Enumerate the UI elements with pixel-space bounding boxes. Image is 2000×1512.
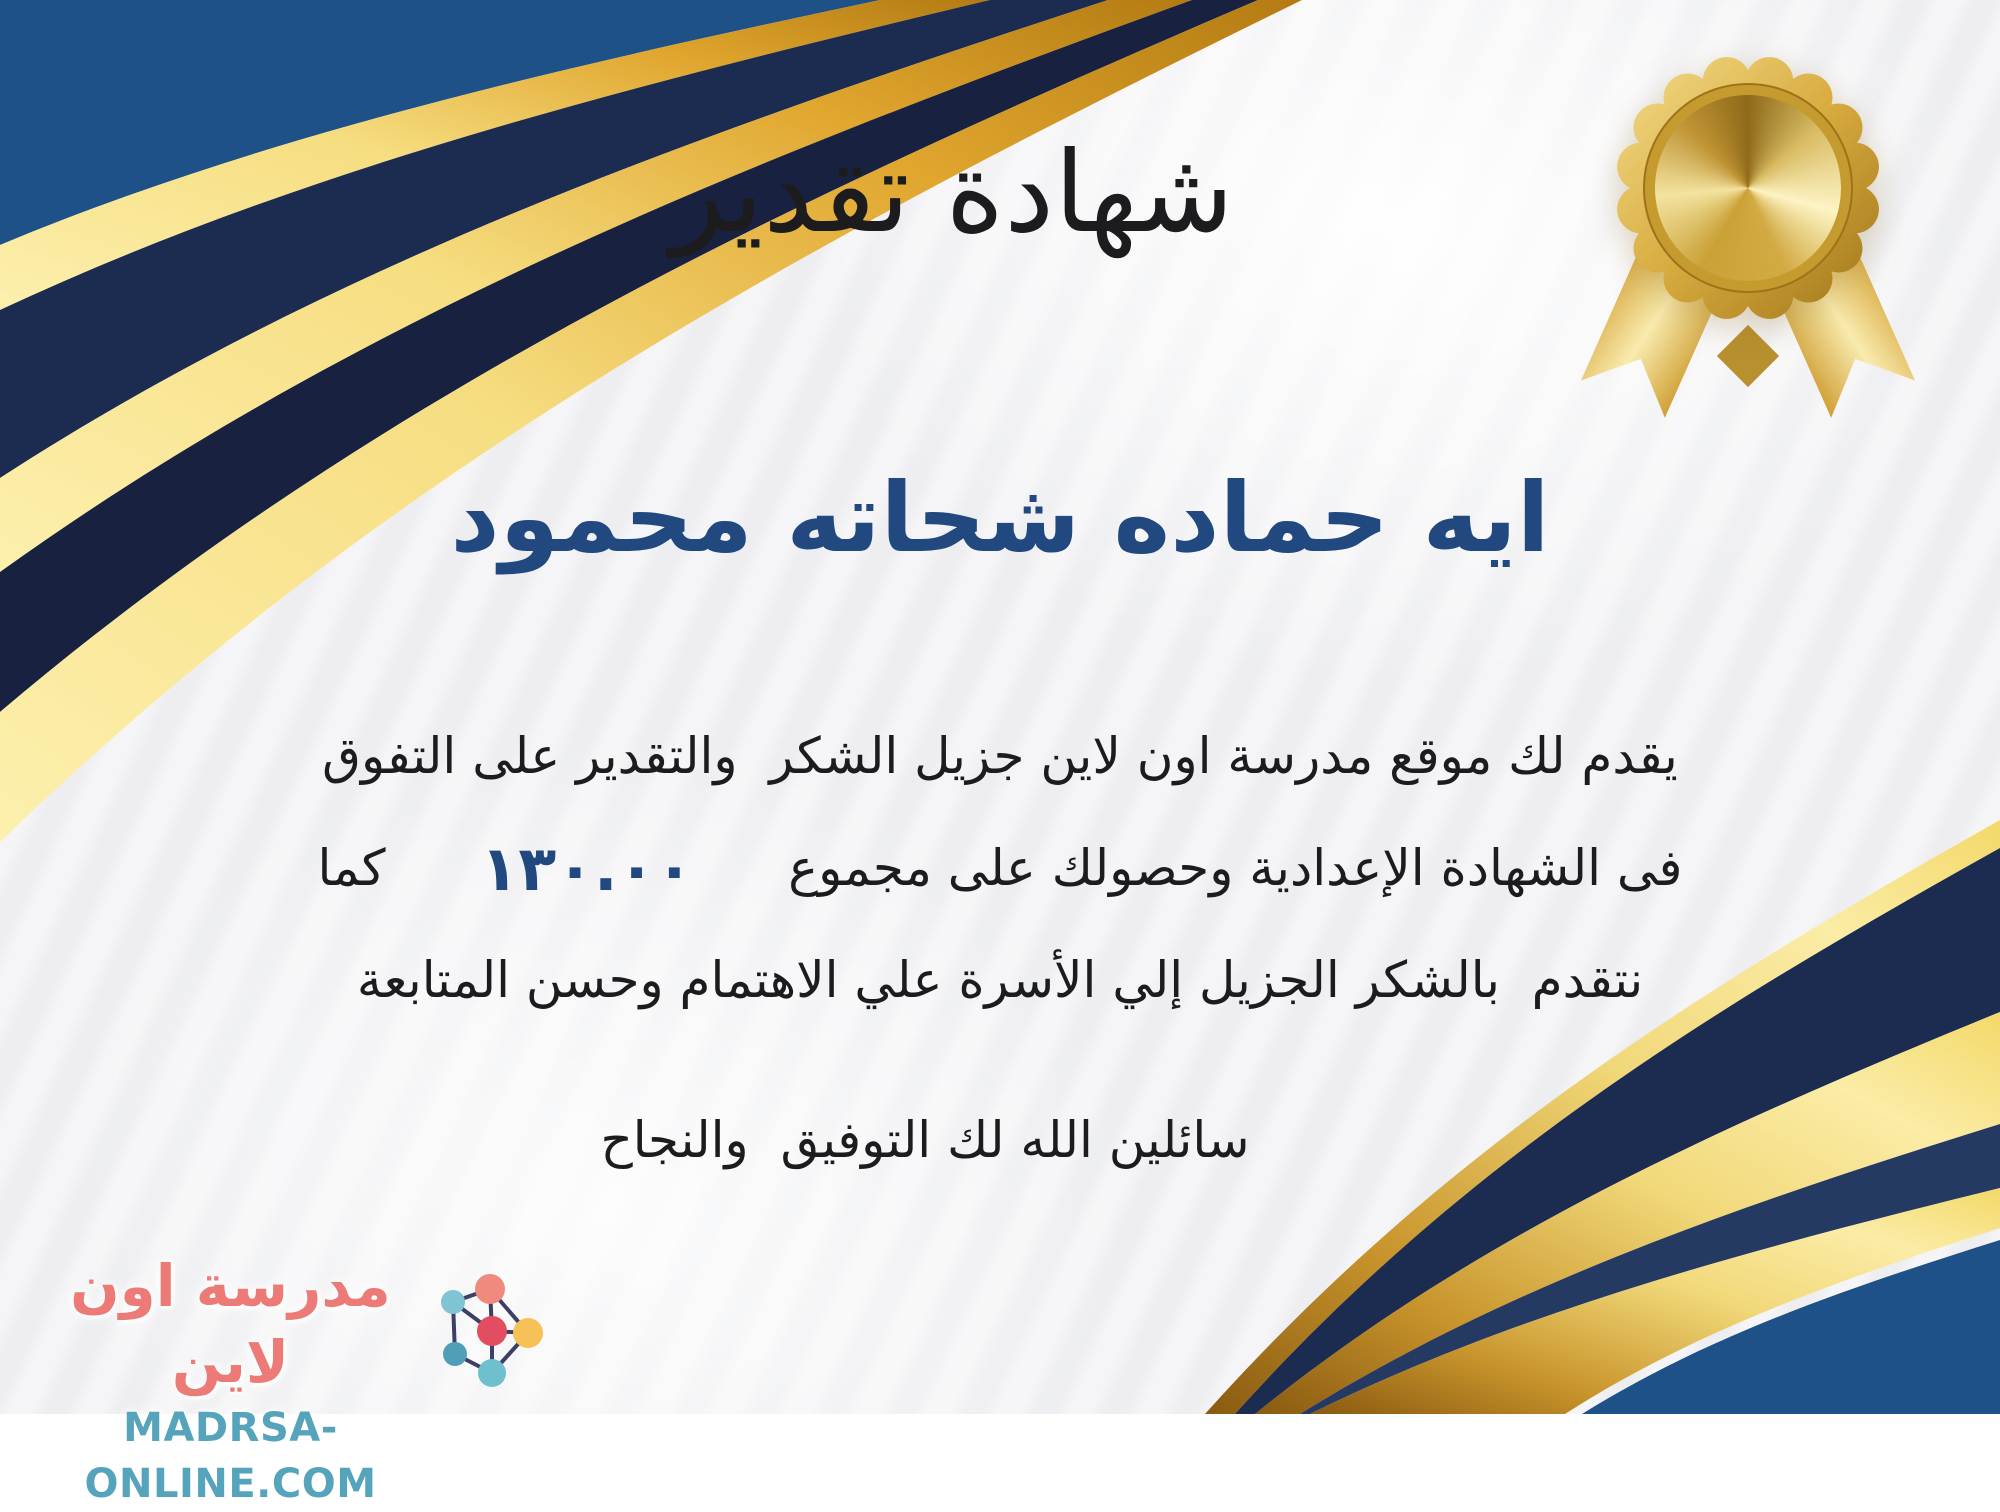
body-line-2-before-text: فى الشهادة الإعدادية وحصولك على مجموع	[788, 839, 1683, 897]
student-name	[0, 462, 2000, 574]
certificate-title	[0, 128, 1952, 258]
medal-tab-icon	[1717, 325, 1779, 387]
certificate-title-text: شهادة تقدير	[670, 128, 1234, 258]
body-line-2-after-text: كما	[317, 839, 386, 897]
body-line-4-text: سائلين الله لك التوفيق والنجاح	[600, 1111, 1250, 1169]
site-logo-text	[8, 1248, 453, 1512]
body-line-3	[0, 924, 2000, 1036]
student-name-text: ايه حماده شحاته محمود	[450, 462, 1550, 574]
network-graph-icon	[440, 1252, 555, 1402]
body-line-3-text: نتقدم بالشكر الجزيل إلي الأسرة علي الاهتمام وحسن المتابعة	[356, 951, 1644, 1009]
body-line-1	[0, 700, 2000, 812]
certificate-body	[0, 700, 2000, 1196]
body-line-2	[0, 812, 2000, 924]
site-name-arabic: مدرسة اون لاين	[70, 1252, 391, 1396]
score-value: ١٣٠.٠٠	[480, 831, 694, 905]
body-line-4	[0, 1084, 1925, 1196]
site-domain: MADRSA-ONLINE.COM	[84, 1405, 377, 1507]
site-logo	[8, 1248, 588, 1507]
body-line-1-text: يقدم لك موقع مدرسة اون لاين جزيل الشكر والتقدير على التفوق	[322, 727, 1678, 785]
